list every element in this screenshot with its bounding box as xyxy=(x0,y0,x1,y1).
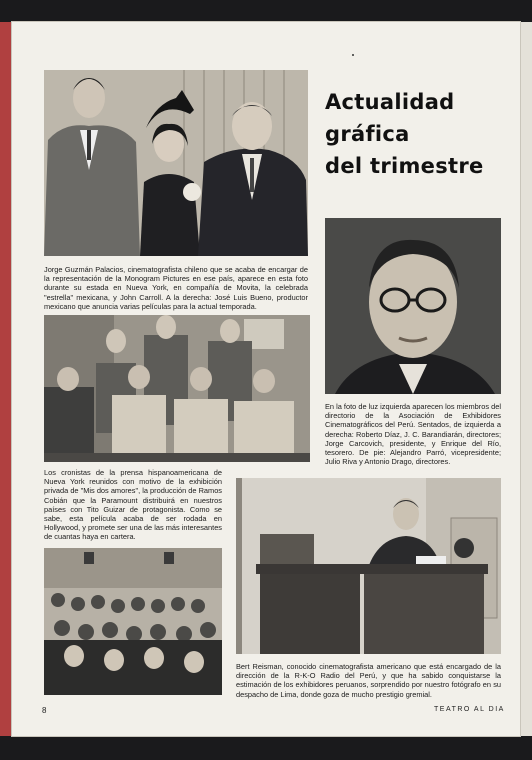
caption-cronistas: Los cronistas de la prensa hispanoamericana de Nueva York reunidos con motivo de la exhibición privada de "Mis dos amores", la producción de Ramos Cobián que la Paramount distribuirá en nuestros países con Tito Guizar de protagonista. Como se sabe, esta película acaba de ser rodada en Hollywood, y promete ser una de las más interesantes de cuantas haya en cartera. xyxy=(44,468,222,542)
caption-guzman: Jorge Guzmán Palacios, cinematografista chileno que se acaba de encargar de la representación de la Monogram Pictures en ese país, aparece en esta foto durante su estada en Nueva York, en compañía de Movita, la celebrada "estrella" mexicana, y John Carroll. A la derecha: José Luis Bueno, productor mexicano que anuncia varias películas para la actual temporada. xyxy=(44,265,308,311)
photo-asociacion-image xyxy=(44,315,310,462)
photo-guzman-image xyxy=(44,70,308,256)
caption-reisman: Bert Reisman, conocido cinematografista americano que está encargado de la dirección de la R-K-O Radio del Perú, y que ha sabido conquistarse la estimación de los exhibidores peruanos, sorprendido por nuestro fotógrafo en su despacho de Lima, donde goza de mucho prestigio gremial. xyxy=(236,662,501,699)
title-line-3: del trimestre xyxy=(325,154,484,178)
binding-spine xyxy=(0,22,12,736)
photo-audience-image xyxy=(44,548,222,695)
photo-cronistas-audience xyxy=(44,548,222,695)
photo-guzman-movita-bueno xyxy=(44,70,308,256)
magazine-name: TEATRO AL DIA xyxy=(434,706,505,713)
title-line-2: gráfica xyxy=(325,122,410,146)
photo-asociacion-exhibidores xyxy=(44,315,310,462)
photo-reisman-office xyxy=(236,478,501,654)
article-title xyxy=(325,86,484,182)
photo-portrait-man-glasses xyxy=(325,218,501,394)
caption-asociacion: En la foto de luz izquierda aparecen los miembros del directorio de la Asociación de Exhibidores Cinematográficos del Perú. Sentados, de izquierda a derecha: Roberto Díaz, J. C. Barandiarán, directores; Jorge Carcovich, presidente, y Enrique del Río, tesorero. De pie: Alejandro Parró, vicepresidente; Julio Riva y Antonio Drago, directores. xyxy=(325,402,501,467)
photo-reisman-image xyxy=(236,478,501,654)
photo-portrait-image xyxy=(325,218,501,394)
printer-dot xyxy=(352,54,354,56)
page-number: 8 xyxy=(42,706,47,715)
title-line-1: Actualidad xyxy=(325,90,455,114)
